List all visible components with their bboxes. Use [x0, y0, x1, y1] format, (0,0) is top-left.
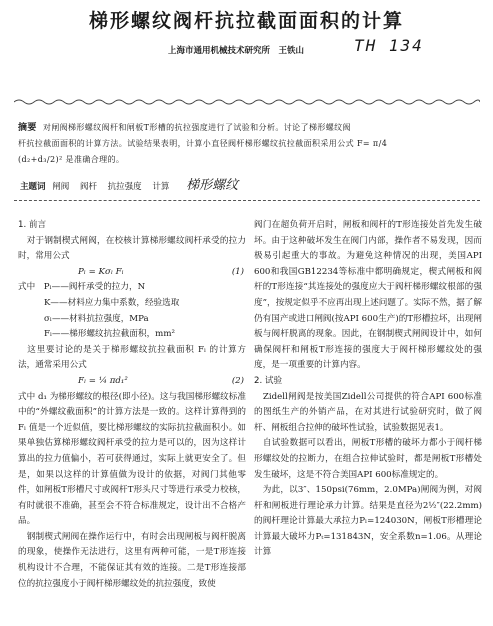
section-heading: 1. 前言 — [18, 220, 47, 230]
keyword: 闸阀 — [52, 182, 70, 192]
keyword: 抗拉强度 — [107, 182, 142, 192]
abstract-text-2: 杆抗拉截面面积的计算方法。试验结果表明，计算小直径阀杆梯形螺纹抗拉截面积采用公式 F= π/4 — [18, 139, 388, 148]
abstract-text-3: (d₂+d₃/2)² 是准确合理的。 — [18, 155, 125, 164]
abstract-label: 摘要 — [18, 123, 37, 133]
right-column — [254, 218, 482, 561]
paragraph: 这里要讨论的是关于梯形螺纹抗拉截面积 Fₗ 的计算方法，通常采用公式 — [18, 344, 246, 371]
handwritten-class-code: TH 134 — [354, 36, 424, 55]
definition-line: K——材料应力集中系数，经验选取 — [44, 297, 180, 308]
paragraph: 自试验数据可以看出，闸板T形槽的破坏力都小于阀杆梯形螺纹处的拉断力，在组合拉伸试验时，都是闸板T形槽处发生破坏，这是不符合美国API 600标准规定的。 — [254, 438, 482, 480]
wavy-divider-top — [14, 98, 480, 106]
keyword: 阀杆 — [79, 182, 97, 192]
paragraph: Zidell闸阀是按美国Zidell公司提供的符合API 600标准的图纸生产的外销产品，在对其进行试验研究时，做了阀杆、闸板组合拉伸的破坏性试验，试验数据见表1。 — [254, 391, 482, 433]
keywords-line — [20, 174, 238, 193]
formula-expression: Fₗ = ¼ πd₁² — [78, 375, 128, 386]
definition-line: σₗ——材料抗拉强度，MPa — [44, 313, 149, 324]
handwritten-keyword: 梯形螺纹 — [186, 178, 239, 193]
definition-line: Fₗ——梯形螺纹抗拉截面积，mm² — [44, 329, 175, 340]
abstract — [18, 120, 478, 168]
dashed-divider — [14, 200, 480, 201]
author-line: 上海市通用机械技术研究所 王铁山 — [168, 46, 305, 56]
abstract-text-1: 对闸阀梯形螺纹阀杆和闸板T形槽的抗拉强度进行了试验和分析。讨论了梯形螺纹阀 — [42, 123, 351, 132]
paragraph: 为此，以3″、150psi(76mm，2.0MPa)闸阀为例，对阀杆和闸板进行理论承力计算。结果是直径为2½″(22.2mm)的阀杆理论计算最大承拉力Pₗ=124030N，闸板T形槽理论计算最大破坏力Pₜ=131843N，安全系数n=1.06。从理论计算 — [254, 485, 482, 558]
definition-line: 式中 Pₗ——阀杆承受的拉力，N — [18, 282, 146, 293]
section-heading: 2. 试验 — [254, 375, 283, 386]
left-column — [18, 218, 246, 592]
paragraph: 对于钢制楔式闸阀，在校核计算梯形螺纹阀杆承受的拉力时，常用公式 — [18, 235, 246, 262]
formula — [18, 374, 246, 390]
article-title: 梯形螺纹阀杆抗拉截面面积的计算 — [88, 10, 404, 32]
keywords-label: 主题词 — [20, 182, 46, 192]
paragraph: 式中 d₁ 为梯形螺纹的根径(即小径)。这与我国梯形螺纹标准中的“外螺纹截面积”的计算方法是一致的。这样计算得到的 Fₗ 值是一个近似值，要比梯形螺纹的实际抗拉截面积小。如果单独估算梯形螺纹阀杆承受的拉力是可以的，因为这样计算出的拉力值偏小，若可获得通过，实际上就更安全了。但是，如果以这样的计算值做为设计的依据，对阀门其他零件，如闸板T形槽尺寸或阀杆T形头尺寸等进行承受力校核，有时就很不准确，甚至会不符合标准规定，设计出不合格产品。 — [18, 391, 246, 527]
paragraph: 钢制楔式闸阀在操作运行中，有时会出现闸板与阀杆脱离的现象，使操作无法进行，这里有两种可能，一是T形连接机构设计不合理，不能保证其有效的连接。二是T形连接部位的抗拉强度小于阀杆梯形螺纹处的抗拉强度，致使 — [18, 531, 246, 589]
formula-number: (2) — [231, 375, 244, 386]
keyword: 计算 — [152, 182, 170, 192]
formula — [18, 265, 246, 281]
formula-expression: Pₗ = Kσₗ Fₗ — [78, 266, 124, 277]
paragraph: 阀门在超负荷开启时，闸板和阀杆的T形连接处首先发生破坏。由于这种破坏发生在阀门内部，操作者不易发现，因而极易引起重大的事故。为避免这种情况的出现，美国API 600和我国GB12234等标准中都明确规定，楔式闸板和阀杆的T形连接“其连接处的强度应大于阀杆梯形螺纹根部的强度”，按规定似乎不应再出现上述问题了。实际不然，据了解仍有国产或进口闸阀(按API 600生产)的T形槽拉坏，出现闸板与阀杆脱离的现象。因此，在钢制楔式闸阀设计中，如何确保阀杆和闸板T形连接的强度大于阀杆梯形螺纹处的强度，是一项重要的计算内容。 — [254, 220, 482, 371]
formula-number: (1) — [231, 266, 244, 277]
